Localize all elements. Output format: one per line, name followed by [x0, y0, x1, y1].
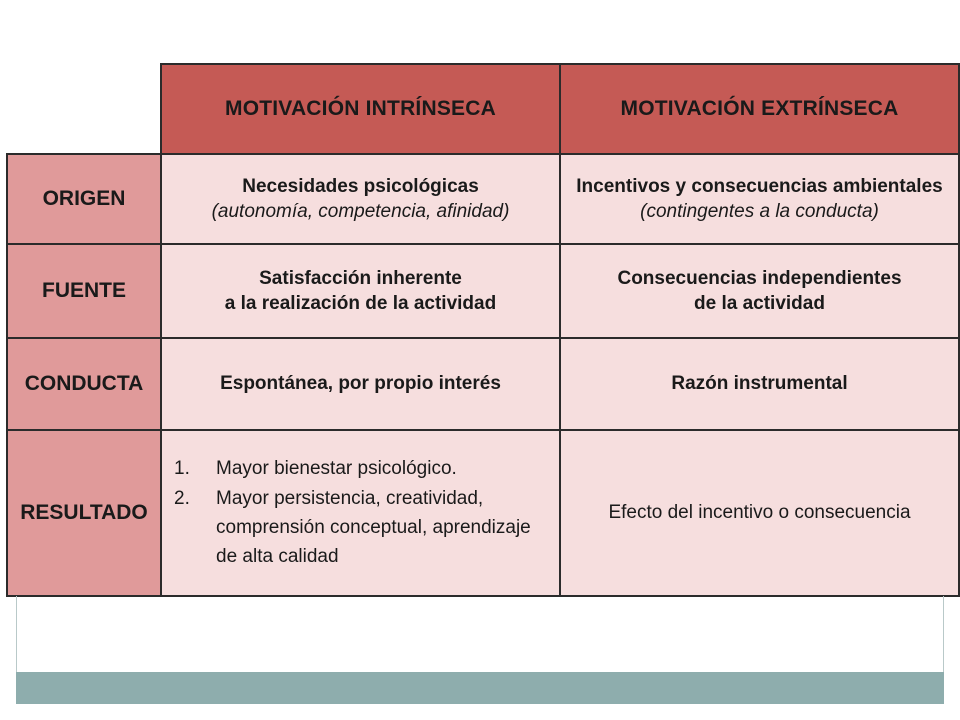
origen-extrinsic-main: Incentivos y consecuencias ambientales: [576, 175, 943, 197]
fuente-extrinsic-line2: de la actividad: [694, 293, 825, 314]
fuente-extrinsic-line1: Consecuencias independientes: [617, 267, 902, 289]
row-label-origen: ORIGEN: [42, 187, 126, 211]
slide-frame-right: [943, 596, 944, 672]
cell-resultado-intrinsic: [160, 429, 561, 597]
header-extrinsic-label: MOTIVACIÓN EXTRÍNSECA: [620, 97, 899, 121]
list-item-number: 1.: [174, 458, 190, 480]
row-header-conducta: [6, 337, 162, 431]
cell-conducta-extrinsic: [559, 337, 960, 431]
header-intrinsic: [160, 63, 561, 155]
fuente-intrinsic-line2: a la realización de la actividad: [224, 293, 497, 314]
list-item: [174, 484, 551, 572]
origen-extrinsic-sub: (contingentes a la conducta): [640, 201, 879, 222]
origen-intrinsic-main: Necesidades psicológicas: [242, 175, 479, 197]
row-header-resultado: [6, 429, 162, 597]
cell-origen-extrinsic: [559, 153, 960, 245]
resultado-intrinsic-list: [162, 454, 559, 572]
footer-bar: [16, 672, 944, 704]
fuente-intrinsic-line1: Satisfacción inherente: [259, 267, 462, 289]
cell-origen-intrinsic: [160, 153, 561, 245]
list-item-text: Mayor bienestar psicológico.: [216, 458, 457, 480]
origen-intrinsic-sub: (autonomía, competencia, afinidad): [211, 201, 510, 222]
list-item: [174, 454, 551, 483]
row-header-fuente: [6, 243, 162, 339]
resultado-extrinsic-text: Efecto del incentivo o consecuencia: [608, 502, 911, 524]
cell-resultado-extrinsic: [559, 429, 960, 597]
slide-frame-left: [16, 596, 17, 672]
conducta-extrinsic-text: Razón instrumental: [671, 373, 848, 395]
cell-conducta-intrinsic: [160, 337, 561, 431]
list-item-text: Mayor persistencia, creatividad, comprensión conceptual, aprendizaje de alta calidad: [216, 487, 531, 568]
row-label-fuente: FUENTE: [42, 279, 126, 303]
header-extrinsic: [559, 63, 960, 155]
row-header-origen: [6, 153, 162, 245]
row-label-resultado: RESULTADO: [20, 501, 148, 525]
conducta-intrinsic-text: Espontánea, por propio interés: [220, 373, 501, 395]
row-label-conducta: CONDUCTA: [24, 372, 144, 396]
cell-fuente-extrinsic: [559, 243, 960, 339]
header-intrinsic-label: MOTIVACIÓN INTRÍNSECA: [225, 97, 496, 121]
cell-fuente-intrinsic: [160, 243, 561, 339]
list-item-number: 2.: [174, 487, 190, 509]
